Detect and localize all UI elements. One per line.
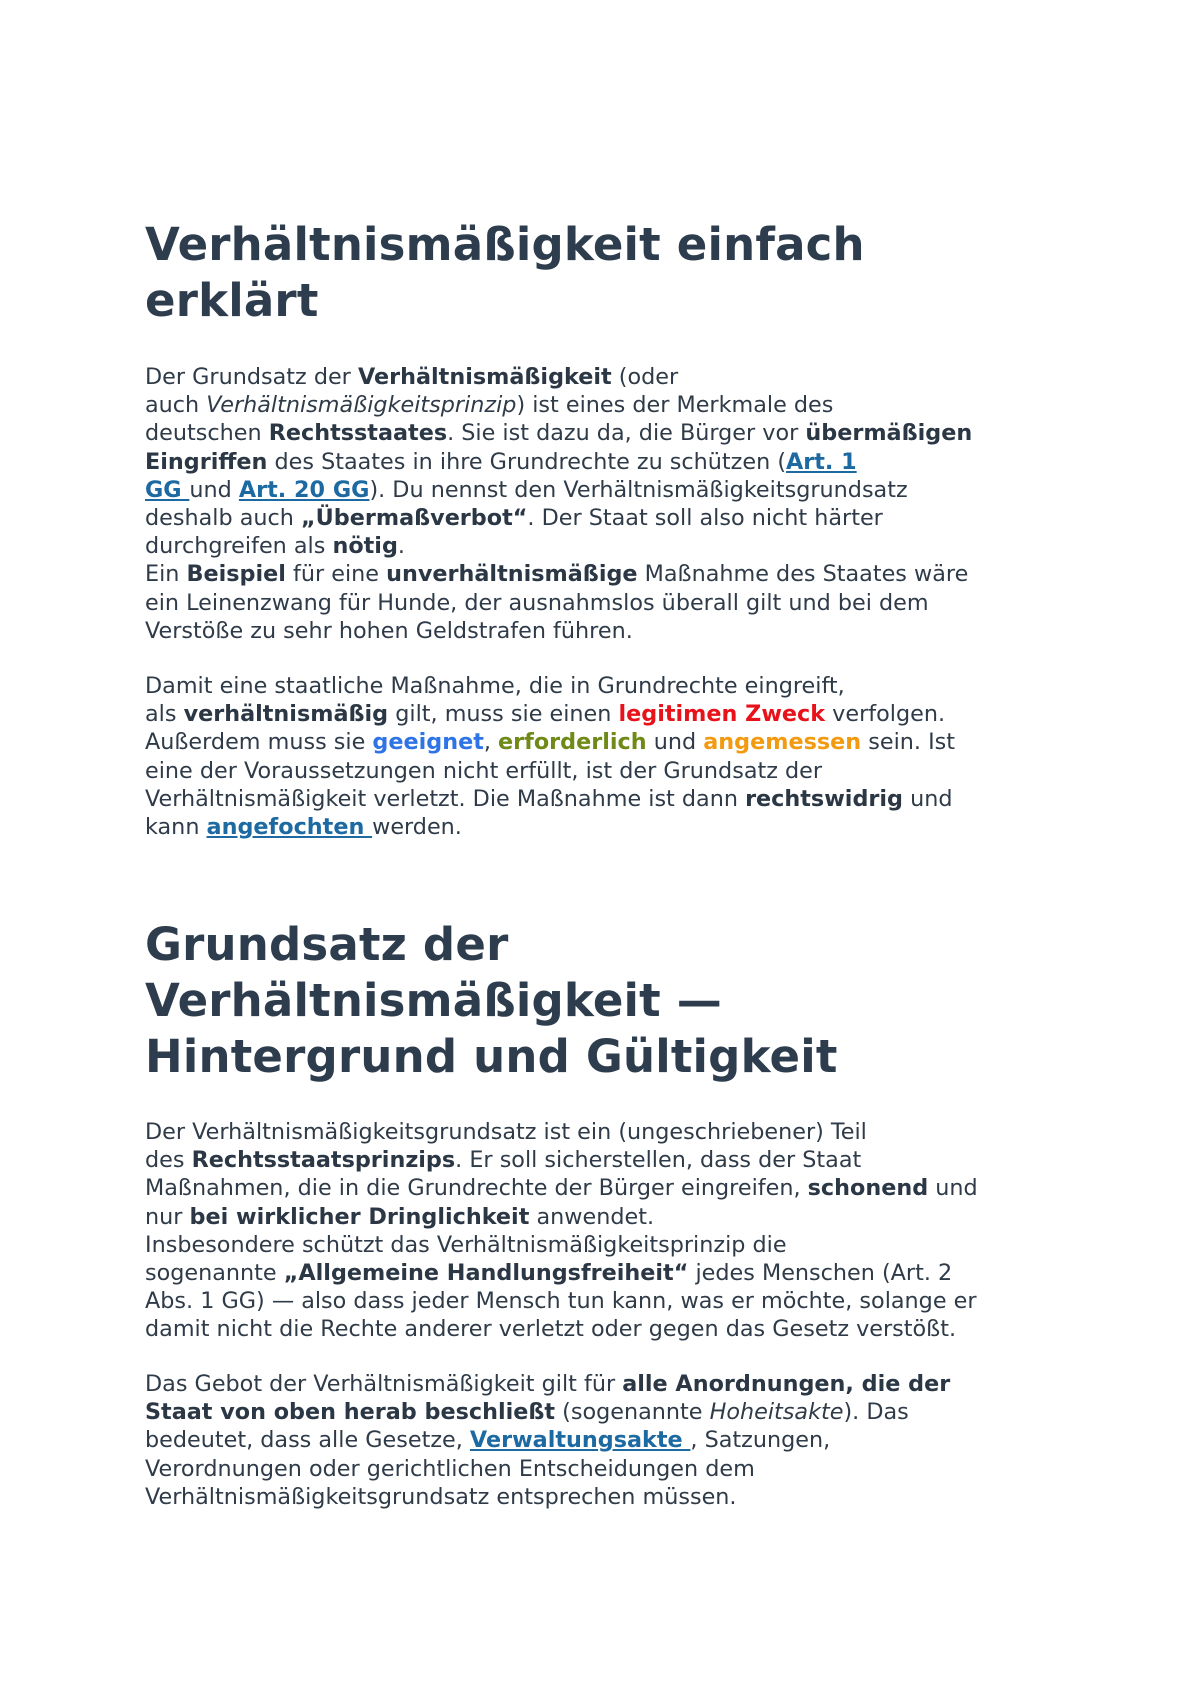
link-art-1-gg[interactable]: Art. 1 bbox=[786, 448, 857, 475]
link-art-1-gg-cont[interactable]: GG bbox=[145, 476, 190, 503]
text-line: auch Verhältnismäßigkeitsprinzip) ist eines der Merkmale des bbox=[145, 392, 834, 419]
text-line: sogenannte „Allgemeine Handlungsfreiheit“ jedes Menschen (Art. 2 bbox=[145, 1260, 953, 1287]
text-line: Staat von oben herab beschließt (sogenannte Hoheitsakte). Das bbox=[145, 1399, 909, 1426]
highlight-angemessen: angemessen bbox=[703, 729, 862, 756]
highlight-geeignet: geeignet bbox=[372, 729, 484, 756]
text-line: Der Verhältnismäßigkeitsgrundsatz ist ein (ungeschriebener) Teil bbox=[145, 1119, 867, 1145]
text-line: Verordnungen oder gerichtlichen Entscheidungen dem bbox=[145, 1455, 755, 1482]
text-line: bedeutet, dass alle Gesetze, Verwaltungsakte , Satzungen, bbox=[145, 1427, 831, 1454]
text-line: deshalb auch „Übermaßverbot“. Der Staat soll also nicht härter bbox=[145, 505, 883, 532]
requirements-paragraph bbox=[145, 672, 1065, 841]
scope-paragraph bbox=[145, 1370, 1065, 1511]
text-line: Verhältnismäßigkeit verletzt. Die Maßnahme ist dann rechtswidrig und bbox=[145, 785, 953, 812]
text-line: Außerdem muss sie geeignet, erforderlich und angemessen sein. Ist bbox=[145, 729, 955, 756]
text-line: Insbesondere schützt das Verhältnismäßigkeitsprinzip die bbox=[145, 1231, 787, 1258]
intro-paragraph bbox=[145, 363, 1065, 645]
text-line: des Rechtsstaatsprinzips. Er soll sicherstellen, dass der Staat bbox=[145, 1147, 862, 1174]
text-line: Verhältnismäßigkeitsgrundsatz entsprechen müssen. bbox=[145, 1483, 737, 1510]
text-line: als verhältnismäßig gilt, muss sie einen legitimen Zweck verfolgen. bbox=[145, 701, 946, 728]
heading-line: Grundsatz der bbox=[145, 918, 509, 971]
text-line: Der Grundsatz der Verhältnismäßigkeit (oder bbox=[145, 364, 679, 390]
text-line: Maßnahmen, die in die Grundrechte der Bürger eingreifen, schonend und bbox=[145, 1175, 978, 1202]
heading-line: Verhältnismäßigkeit einfach bbox=[145, 218, 865, 271]
text-line: Ein Beispiel für eine unverhältnismäßige Maßnahme des Staates wäre bbox=[145, 561, 969, 588]
heading-line: erklärt bbox=[145, 274, 319, 327]
text-line: Damit eine staatliche Maßnahme, die in Grundrechte eingreift, bbox=[145, 673, 845, 699]
link-verwaltungsakte[interactable]: Verwaltungsakte bbox=[469, 1427, 691, 1454]
heading-line: Hintergrund und Gültigkeit bbox=[145, 1030, 838, 1083]
text-line: Eingriffen des Staates in ihre Grundrechte zu schützen (Art. 1 bbox=[145, 448, 857, 475]
section-heading-2 bbox=[145, 917, 1045, 1085]
text-line: durchgreifen als nötig. bbox=[145, 533, 406, 560]
background-paragraph bbox=[145, 1118, 1065, 1344]
text-line: ein Leinenzwang für Hunde, der ausnahmslos überall gilt und bei dem bbox=[145, 589, 929, 616]
highlight-erforderlich: erforderlich bbox=[498, 729, 647, 756]
text-line: Das Gebot der Verhältnismäßigkeit gilt für alle Anordnungen, die der bbox=[145, 1371, 951, 1397]
heading-line: Verhältnismäßigkeit — bbox=[145, 974, 722, 1027]
link-art-20-gg[interactable]: Art. 20 GG bbox=[238, 476, 370, 503]
text-line: deutschen Rechtsstaates. Sie ist dazu da, die Bürger vor übermäßigen bbox=[145, 420, 973, 447]
text-line: nur bei wirklicher Dringlichkeit anwendet. bbox=[145, 1203, 655, 1230]
section-heading-1 bbox=[145, 217, 1045, 329]
link-angefochten[interactable]: angefochten bbox=[206, 814, 373, 841]
text-line: eine der Voraussetzungen nicht erfüllt, ist der Grundsatz der bbox=[145, 757, 823, 784]
text-line: damit nicht die Rechte anderer verletzt oder gegen das Gesetz verstößt. bbox=[145, 1316, 957, 1343]
text-line: kann angefochten werden. bbox=[145, 814, 462, 841]
highlight-legitimer-zweck: legitimen Zweck bbox=[618, 701, 826, 728]
text-line: Verstöße zu sehr hohen Geldstrafen führen. bbox=[145, 617, 633, 644]
text-line: GG und Art. 20 GG). Du nennst den Verhältnismäßigkeitsgrundsatz bbox=[145, 476, 908, 503]
text-line: Abs. 1 GG) — also dass jeder Mensch tun kann, was er möchte, solange er bbox=[145, 1288, 977, 1315]
